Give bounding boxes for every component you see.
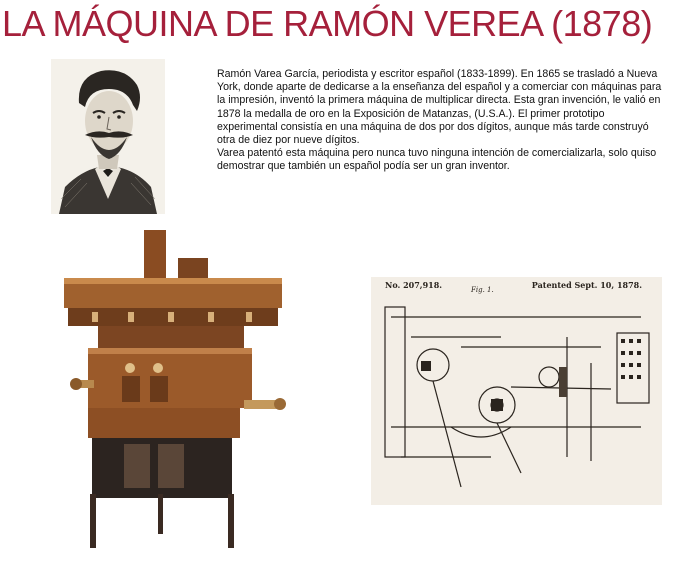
patent-drawing bbox=[371, 277, 662, 505]
patent-figure-label: Fig. 1. bbox=[471, 286, 494, 294]
machine-photo bbox=[58, 224, 290, 554]
bio-text bbox=[217, 68, 665, 174]
bio-paragraph-2: Varea patentó esta máquina pero nunca tuvo ninguna intención de comercializarla, solo quiso demostrar que también un español podía ser un gran inventor. bbox=[217, 147, 657, 173]
page-title: LA MÁQUINA DE RAMÓN VEREA (1878) bbox=[2, 3, 653, 44]
portrait-image bbox=[51, 59, 165, 214]
bio-paragraph-1: Ramón Varea García, periodista y escritor español (1833-1899). En 1865 se trasladó a Nueva York, donde aparte de dedicarse a la enseñanza del español y a comerciar con máquinas para la impresión, inventó la primera máquina de multiplicar directa. Esta gran invención, le valió en 1878 la medalla de oro en la Exposición de Matanzas, (U.S.A.). El primer prototipo experimental consistía en una máquina de dos por dos dígitos, aunque más tarde construyó otra de diez por nueve dígitos. bbox=[217, 68, 662, 147]
patent-number: No. 207,918. bbox=[385, 280, 443, 290]
patent-date: Patented Sept. 10, 1878. bbox=[531, 280, 642, 290]
